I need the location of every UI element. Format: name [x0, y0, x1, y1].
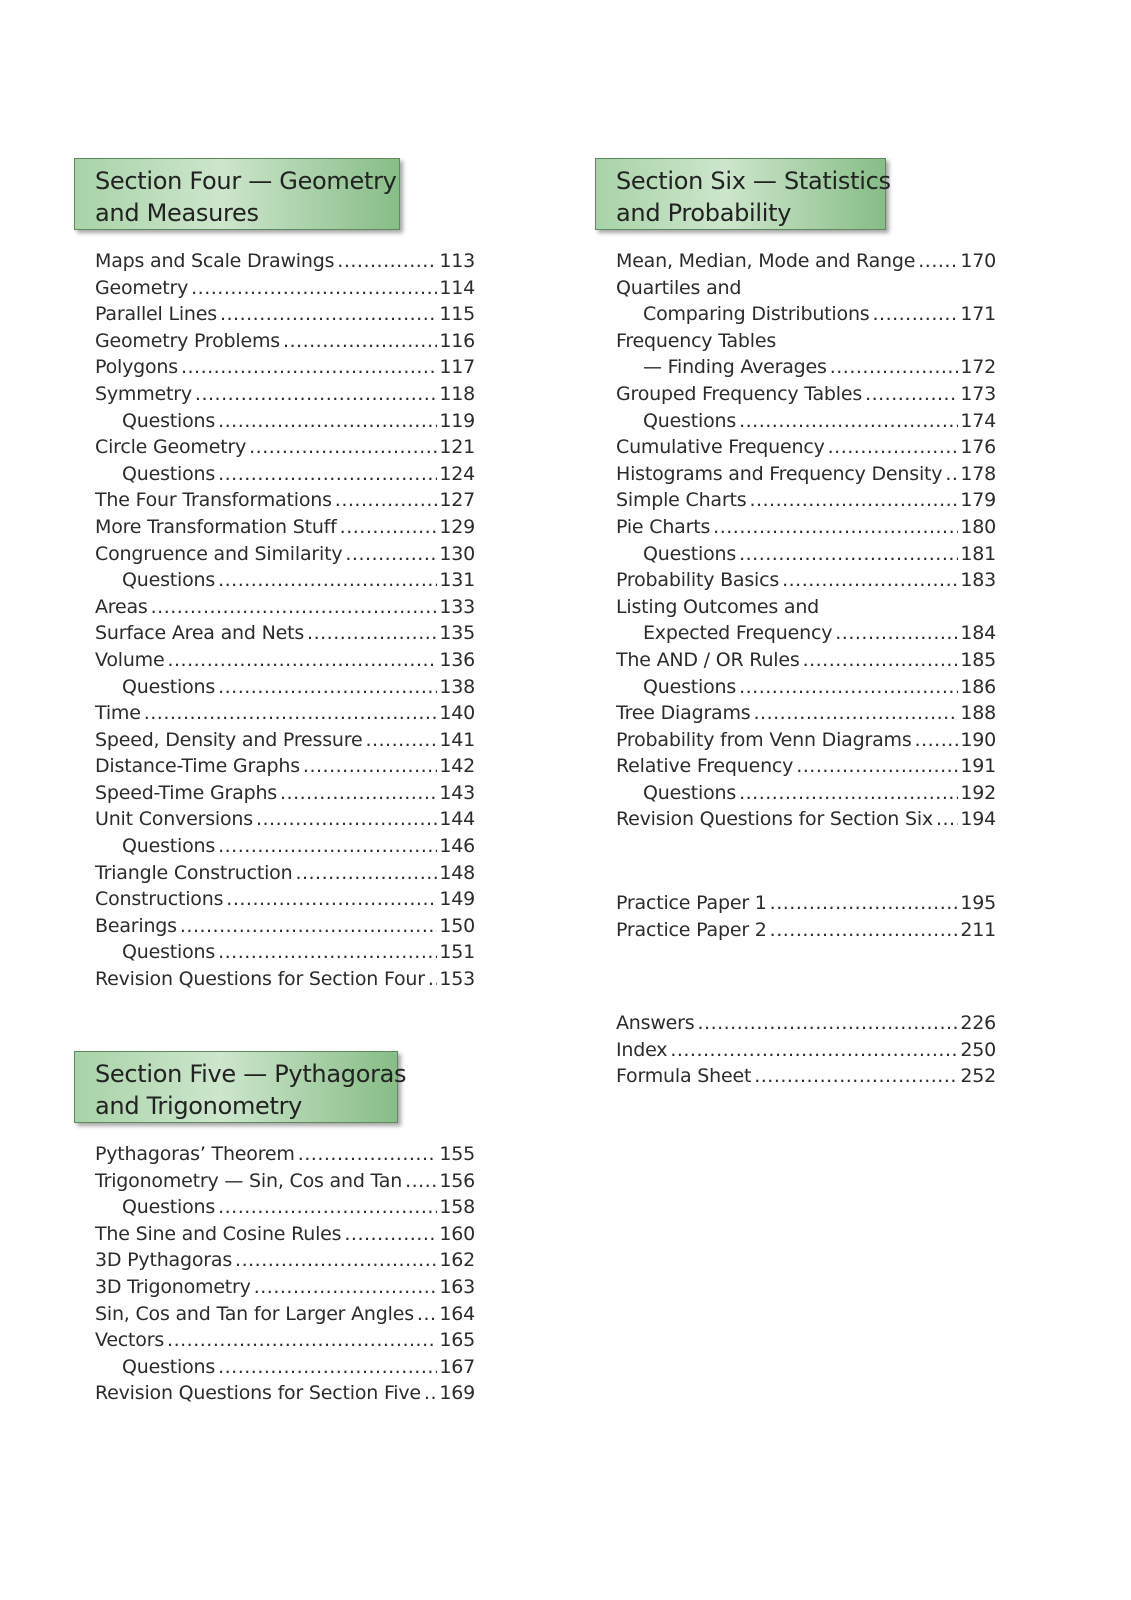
toc-entry-title: Volume: [95, 648, 165, 671]
toc-entry[interactable]: [616, 620, 996, 647]
toc-entry-page: 165: [439, 1329, 475, 1352]
toc-entry-title: Revision Questions for Section Six: [616, 808, 933, 831]
toc-entry-page: 116: [439, 329, 475, 352]
toc-entry-title: Cumulative Frequency: [616, 436, 825, 459]
toc-entry-title: Revision Questions for Section Five: [95, 1382, 421, 1405]
toc-entry-title: Questions: [643, 781, 737, 804]
toc-entry-page: 226: [960, 1012, 996, 1034]
dot-leader: [936, 806, 958, 833]
dot-leader: [191, 275, 437, 302]
toc-entry-heading: [616, 275, 996, 302]
toc-entry[interactable]: [616, 514, 996, 541]
toc-entry-title: Expected Frequency: [643, 622, 833, 645]
dot-leader: [697, 1010, 958, 1037]
dot-leader: [915, 727, 959, 754]
toc-entry-page: 155: [439, 1143, 475, 1165]
toc-entry-title: Practice Paper 1: [616, 892, 767, 914]
toc-entry-title: — Finding Averages: [643, 356, 827, 379]
toc-entry-title: Parallel Lines: [95, 303, 217, 326]
dot-leader: [195, 381, 437, 408]
toc-entry-title: The Four Transformations: [95, 489, 332, 512]
dot-leader: [167, 647, 437, 674]
dot-leader: [218, 939, 437, 966]
toc-entry-title: Trigonometry — Sin, Cos and Tan: [95, 1169, 403, 1192]
toc-entry-title: Questions: [643, 409, 737, 432]
section-five-header: [74, 1051, 407, 1123]
toc-entry[interactable]: [616, 301, 996, 328]
dot-leader: [151, 594, 438, 621]
section-six-title-line2: and Probability: [616, 199, 792, 227]
toc-entry[interactable]: [95, 381, 475, 408]
toc-entry-page: 113: [439, 250, 475, 272]
toc-entry-page: 158: [439, 1196, 475, 1219]
toc-entry-page: 190: [960, 728, 996, 751]
dot-leader: [754, 1063, 958, 1090]
toc-entry-page: 148: [439, 861, 475, 884]
back-matter-toc: [616, 1010, 996, 1090]
section-four-title-line2: and Measures: [95, 199, 259, 227]
toc-entry-page: 136: [439, 648, 475, 671]
toc-entry-title: Histograms and Frequency Density: [616, 462, 943, 485]
dot-leader: [918, 248, 958, 275]
toc-entry-title: Mean, Median, Mode and Range: [616, 250, 916, 272]
dot-leader: [424, 1380, 437, 1407]
toc-entry[interactable]: [95, 1247, 475, 1274]
toc-entry-title: Probability from Venn Diagrams: [616, 728, 912, 751]
toc-entry-page: 160: [439, 1222, 475, 1245]
toc-entry[interactable]: [95, 1380, 475, 1407]
toc-entry-page: 252: [960, 1065, 996, 1088]
toc-entry-page: 133: [439, 595, 475, 618]
toc-entry[interactable]: [95, 594, 475, 621]
toc-entry-title: Geometry: [95, 276, 189, 299]
toc-entry-page: 140: [439, 702, 475, 725]
toc-entry[interactable]: [616, 1037, 996, 1064]
dot-leader: [749, 487, 958, 514]
dot-leader: [670, 1037, 958, 1064]
toc-entry-title: Pythagoras’ Theorem: [95, 1143, 295, 1165]
dot-leader: [218, 1194, 437, 1221]
toc-entry[interactable]: [95, 461, 475, 488]
dot-leader: [181, 354, 437, 381]
toc-entry-title: Geometry Problems: [95, 329, 280, 352]
dot-leader: [796, 753, 958, 780]
dot-leader: [345, 541, 437, 568]
section-five-title-line1: Section Five — Pythagoras: [95, 1060, 407, 1088]
dot-leader: [865, 381, 958, 408]
toc-entry[interactable]: [616, 461, 996, 488]
toc-entry[interactable]: [95, 1301, 475, 1328]
toc-entry-title: The Sine and Cosine Rules: [95, 1222, 342, 1245]
toc-entry-page: 192: [960, 781, 996, 804]
toc-entry-page: 131: [439, 569, 475, 592]
dot-leader: [782, 567, 958, 594]
toc-entry-page: 143: [439, 781, 475, 804]
toc-entry[interactable]: [616, 647, 996, 674]
toc-entry[interactable]: [95, 408, 475, 435]
toc-entry[interactable]: [616, 1063, 996, 1090]
dot-leader: [770, 917, 959, 944]
toc-entry-title: Questions: [122, 409, 216, 432]
dot-leader: [739, 674, 958, 701]
toc-entry-title: Pie Charts: [616, 515, 711, 538]
toc-entry-page: 176: [960, 436, 996, 459]
toc-entry-page: 164: [439, 1302, 475, 1325]
toc-entry[interactable]: [95, 1274, 475, 1301]
toc-entry-title: Relative Frequency: [616, 755, 794, 778]
dot-leader: [280, 780, 437, 807]
toc-entry-page: 250: [960, 1038, 996, 1061]
toc-entry[interactable]: [95, 354, 475, 381]
toc-entry-page: 180: [960, 515, 996, 538]
toc-entry-title: Tree Diagrams: [616, 702, 751, 725]
toc-entry-page: 185: [960, 648, 996, 671]
dot-leader: [417, 1301, 437, 1328]
dot-leader: [739, 408, 958, 435]
dot-leader: [335, 487, 438, 514]
dot-leader: [218, 408, 437, 435]
toc-entry-page: 186: [960, 675, 996, 698]
toc-entry-title: Probability Basics: [616, 569, 780, 592]
toc-entry-page: 149: [439, 888, 475, 911]
toc-entry-page: 153: [439, 968, 475, 991]
toc-entry-page: 130: [439, 542, 475, 565]
toc-entry-page: 173: [960, 382, 996, 405]
dot-leader: [254, 1274, 438, 1301]
toc-entry-title: Distance-Time Graphs: [95, 755, 300, 778]
toc-entry[interactable]: [95, 1141, 475, 1168]
dot-leader: [226, 886, 437, 913]
toc-entry-page: 174: [960, 409, 996, 432]
toc-entry-title: Sin, Cos and Tan for Larger Angles: [95, 1302, 414, 1325]
toc-entry[interactable]: [95, 700, 475, 727]
toc-entry[interactable]: [616, 354, 996, 381]
toc-entry-page: 169: [439, 1382, 475, 1405]
toc-entry[interactable]: [616, 780, 996, 807]
toc-entry-heading: [616, 594, 996, 621]
toc-entry-title: Bearings: [95, 914, 177, 937]
section-six-toc: [616, 248, 996, 833]
dot-leader: [739, 780, 958, 807]
dot-leader: [218, 567, 437, 594]
toc-entry-page: 119: [439, 409, 475, 432]
toc-entry[interactable]: [95, 434, 475, 461]
dot-leader: [754, 700, 959, 727]
dot-leader: [365, 727, 437, 754]
toc-entry-title: Frequency Tables: [616, 329, 777, 352]
dot-leader: [803, 647, 959, 674]
toc-entry[interactable]: [95, 780, 475, 807]
toc-entry-title: Maps and Scale Drawings: [95, 250, 335, 272]
dot-leader: [235, 1247, 437, 1274]
dot-leader: [180, 913, 437, 940]
toc-entry-title: Questions: [643, 675, 737, 698]
toc-entry[interactable]: [616, 1010, 996, 1037]
dot-leader: [218, 461, 437, 488]
toc-entry-title: Surface Area and Nets: [95, 622, 305, 645]
toc-entry-title: Questions: [122, 462, 216, 485]
dot-leader: [945, 461, 958, 488]
toc-entry[interactable]: [95, 1327, 475, 1354]
dot-leader: [218, 833, 437, 860]
section-six-title-line1: Section Six — Statistics: [616, 167, 891, 195]
toc-entry-page: 184: [960, 622, 996, 645]
section-four-header: [74, 158, 400, 230]
dot-leader: [249, 434, 437, 461]
toc-entry[interactable]: [95, 860, 475, 887]
toc-entry-title: Answers: [616, 1012, 695, 1034]
dot-leader: [218, 674, 437, 701]
toc-entry[interactable]: [616, 567, 996, 594]
toc-entry-title: Areas: [95, 595, 148, 618]
toc-entry-title: Index: [616, 1038, 668, 1061]
toc-entry-page: 162: [439, 1249, 475, 1272]
toc-entry[interactable]: [616, 434, 996, 461]
toc-entry-title: Congruence and Similarity: [95, 542, 343, 565]
toc-entry[interactable]: [616, 753, 996, 780]
toc-entry-page: 114: [439, 276, 475, 299]
toc-entry-page: 124: [439, 462, 475, 485]
toc-entry-title: Grouped Frequency Tables: [616, 382, 863, 405]
toc-entry-title: Circle Geometry: [95, 436, 247, 459]
toc-entry-title: The AND / OR Rules: [616, 648, 800, 671]
toc-entry-title: Symmetry: [95, 382, 192, 405]
toc-entry-title: Speed, Density and Pressure: [95, 728, 363, 751]
dot-leader: [256, 806, 437, 833]
toc-entry[interactable]: [95, 1221, 475, 1248]
toc-entry-title: Time: [95, 702, 141, 725]
toc-entry-page: 121: [439, 436, 475, 459]
toc-entry[interactable]: [616, 700, 996, 727]
toc-entry-title: Comparing Distributions: [643, 303, 870, 326]
toc-entry[interactable]: [95, 833, 475, 860]
toc-entry[interactable]: [616, 727, 996, 754]
dot-leader: [405, 1168, 437, 1195]
toc-entry[interactable]: [95, 514, 475, 541]
section-four-toc: [95, 248, 475, 993]
toc-entry-page: 188: [960, 702, 996, 725]
toc-entry-title: Questions: [122, 941, 216, 964]
toc-entry-page: 191: [960, 755, 996, 778]
dot-leader: [303, 753, 437, 780]
toc-entry[interactable]: [95, 939, 475, 966]
toc-entry-title: 3D Pythagoras: [95, 1249, 233, 1272]
toc-entry[interactable]: [616, 248, 996, 275]
dot-leader: [167, 1327, 437, 1354]
toc-entry-title: Constructions: [95, 888, 224, 911]
toc-entry-title: Simple Charts: [616, 489, 747, 512]
toc-entry-title: Triangle Construction: [95, 861, 293, 884]
practice-papers-toc: [616, 890, 996, 943]
toc-entry-page: 156: [439, 1169, 475, 1192]
toc-entry-title: Revision Questions for Section Four: [95, 968, 425, 991]
toc-entry-page: 211: [960, 918, 996, 941]
toc-entry[interactable]: [616, 917, 996, 944]
toc-entry-title: Vectors: [95, 1329, 165, 1352]
dot-leader: [428, 966, 437, 993]
toc-entry[interactable]: [95, 1354, 475, 1381]
toc-entry-page: 142: [439, 755, 475, 778]
dot-leader: [835, 620, 958, 647]
toc-entry-title: Questions: [122, 1196, 216, 1219]
toc-entry-heading: [616, 328, 996, 355]
toc-entry-title: More Transformation Stuff: [95, 515, 337, 538]
toc-entry[interactable]: [95, 328, 475, 355]
toc-entry[interactable]: [95, 913, 475, 940]
dot-leader: [872, 301, 958, 328]
dot-leader: [830, 354, 959, 381]
toc-entry-title: Quartiles and: [616, 276, 742, 299]
dot-leader: [340, 514, 438, 541]
toc-entry[interactable]: [616, 890, 996, 917]
toc-entry[interactable]: [95, 567, 475, 594]
toc-entry[interactable]: [95, 487, 475, 514]
toc-entry-title: Questions: [122, 569, 216, 592]
toc-entry-title: Unit Conversions: [95, 808, 253, 831]
toc-entry[interactable]: [95, 647, 475, 674]
dot-leader: [828, 434, 959, 461]
toc-entry-page: 151: [439, 941, 475, 964]
toc-entry[interactable]: [616, 381, 996, 408]
dot-leader: [337, 248, 437, 275]
toc-entry[interactable]: [616, 674, 996, 701]
section-four-title-line1: Section Four — Geometry: [95, 167, 397, 195]
toc-entry-page: 144: [439, 808, 475, 831]
dot-leader: [218, 1354, 437, 1381]
section-five-toc: [95, 1141, 475, 1407]
toc-entry-title: Listing Outcomes and: [616, 595, 820, 618]
toc-entry-page: 181: [960, 542, 996, 565]
toc-entry[interactable]: [616, 487, 996, 514]
toc-entry[interactable]: [616, 408, 996, 435]
toc-entry-page: 170: [960, 250, 996, 272]
section-five-title-line2: and Trigonometry: [95, 1092, 303, 1120]
toc-entry-page: 150: [439, 914, 475, 937]
toc-entry[interactable]: [95, 541, 475, 568]
toc-entry[interactable]: [95, 753, 475, 780]
dot-leader: [770, 890, 959, 917]
toc-entry[interactable]: [95, 966, 475, 993]
dot-leader: [283, 328, 437, 355]
dot-leader: [307, 620, 437, 647]
toc-entry-page: 172: [960, 356, 996, 379]
toc-entry-title: 3D Trigonometry: [95, 1275, 251, 1298]
toc-entry-page: 163: [439, 1275, 475, 1298]
dot-leader: [144, 700, 438, 727]
toc-entry-page: 194: [960, 808, 996, 831]
toc-entry-page: 167: [439, 1355, 475, 1378]
toc-entry-title: Questions: [122, 835, 216, 858]
toc-entry-page: 127: [439, 489, 475, 512]
toc-entry[interactable]: [95, 806, 475, 833]
toc-entry[interactable]: [95, 301, 475, 328]
toc-entry[interactable]: [95, 674, 475, 701]
toc-entry-title: Formula Sheet: [616, 1065, 752, 1088]
dot-leader: [713, 514, 958, 541]
toc-entry[interactable]: [95, 1168, 475, 1195]
toc-entry-page: 141: [439, 728, 475, 751]
toc-entry-page: 138: [439, 675, 475, 698]
toc-entry[interactable]: [616, 806, 996, 833]
toc-entry[interactable]: [95, 248, 475, 275]
toc-entry-page: 118: [439, 382, 475, 405]
toc-entry-page: 183: [960, 569, 996, 592]
toc-entry-page: 135: [439, 622, 475, 645]
toc-entry-page: 146: [439, 835, 475, 858]
dot-leader: [298, 1141, 438, 1168]
toc-entry-page: 115: [439, 303, 475, 326]
toc-entry[interactable]: [95, 886, 475, 913]
toc-entry-page: 117: [439, 356, 475, 379]
dot-leader: [344, 1221, 437, 1248]
toc-entry[interactable]: [95, 275, 475, 302]
toc-entry-page: 195: [960, 892, 996, 914]
toc-entry-title: Polygons: [95, 356, 178, 379]
toc-entry-title: Practice Paper 2: [616, 918, 767, 941]
toc-entry[interactable]: [95, 1194, 475, 1221]
dot-leader: [295, 860, 437, 887]
toc-entry-title: Speed-Time Graphs: [95, 781, 277, 804]
toc-entry-page: 129: [439, 515, 475, 538]
toc-entry-page: 171: [960, 303, 996, 326]
toc-entry-title: Questions: [122, 675, 216, 698]
toc-entry-title: Questions: [643, 542, 737, 565]
toc-entry-page: 179: [960, 489, 996, 512]
section-six-header: [595, 158, 891, 230]
toc-entry[interactable]: [95, 727, 475, 754]
toc-entry[interactable]: [95, 620, 475, 647]
toc-entry[interactable]: [616, 541, 996, 568]
toc-entry-title: Questions: [122, 1355, 216, 1378]
toc-entry-page: 178: [960, 462, 996, 485]
dot-leader: [220, 301, 437, 328]
dot-leader: [739, 541, 958, 568]
